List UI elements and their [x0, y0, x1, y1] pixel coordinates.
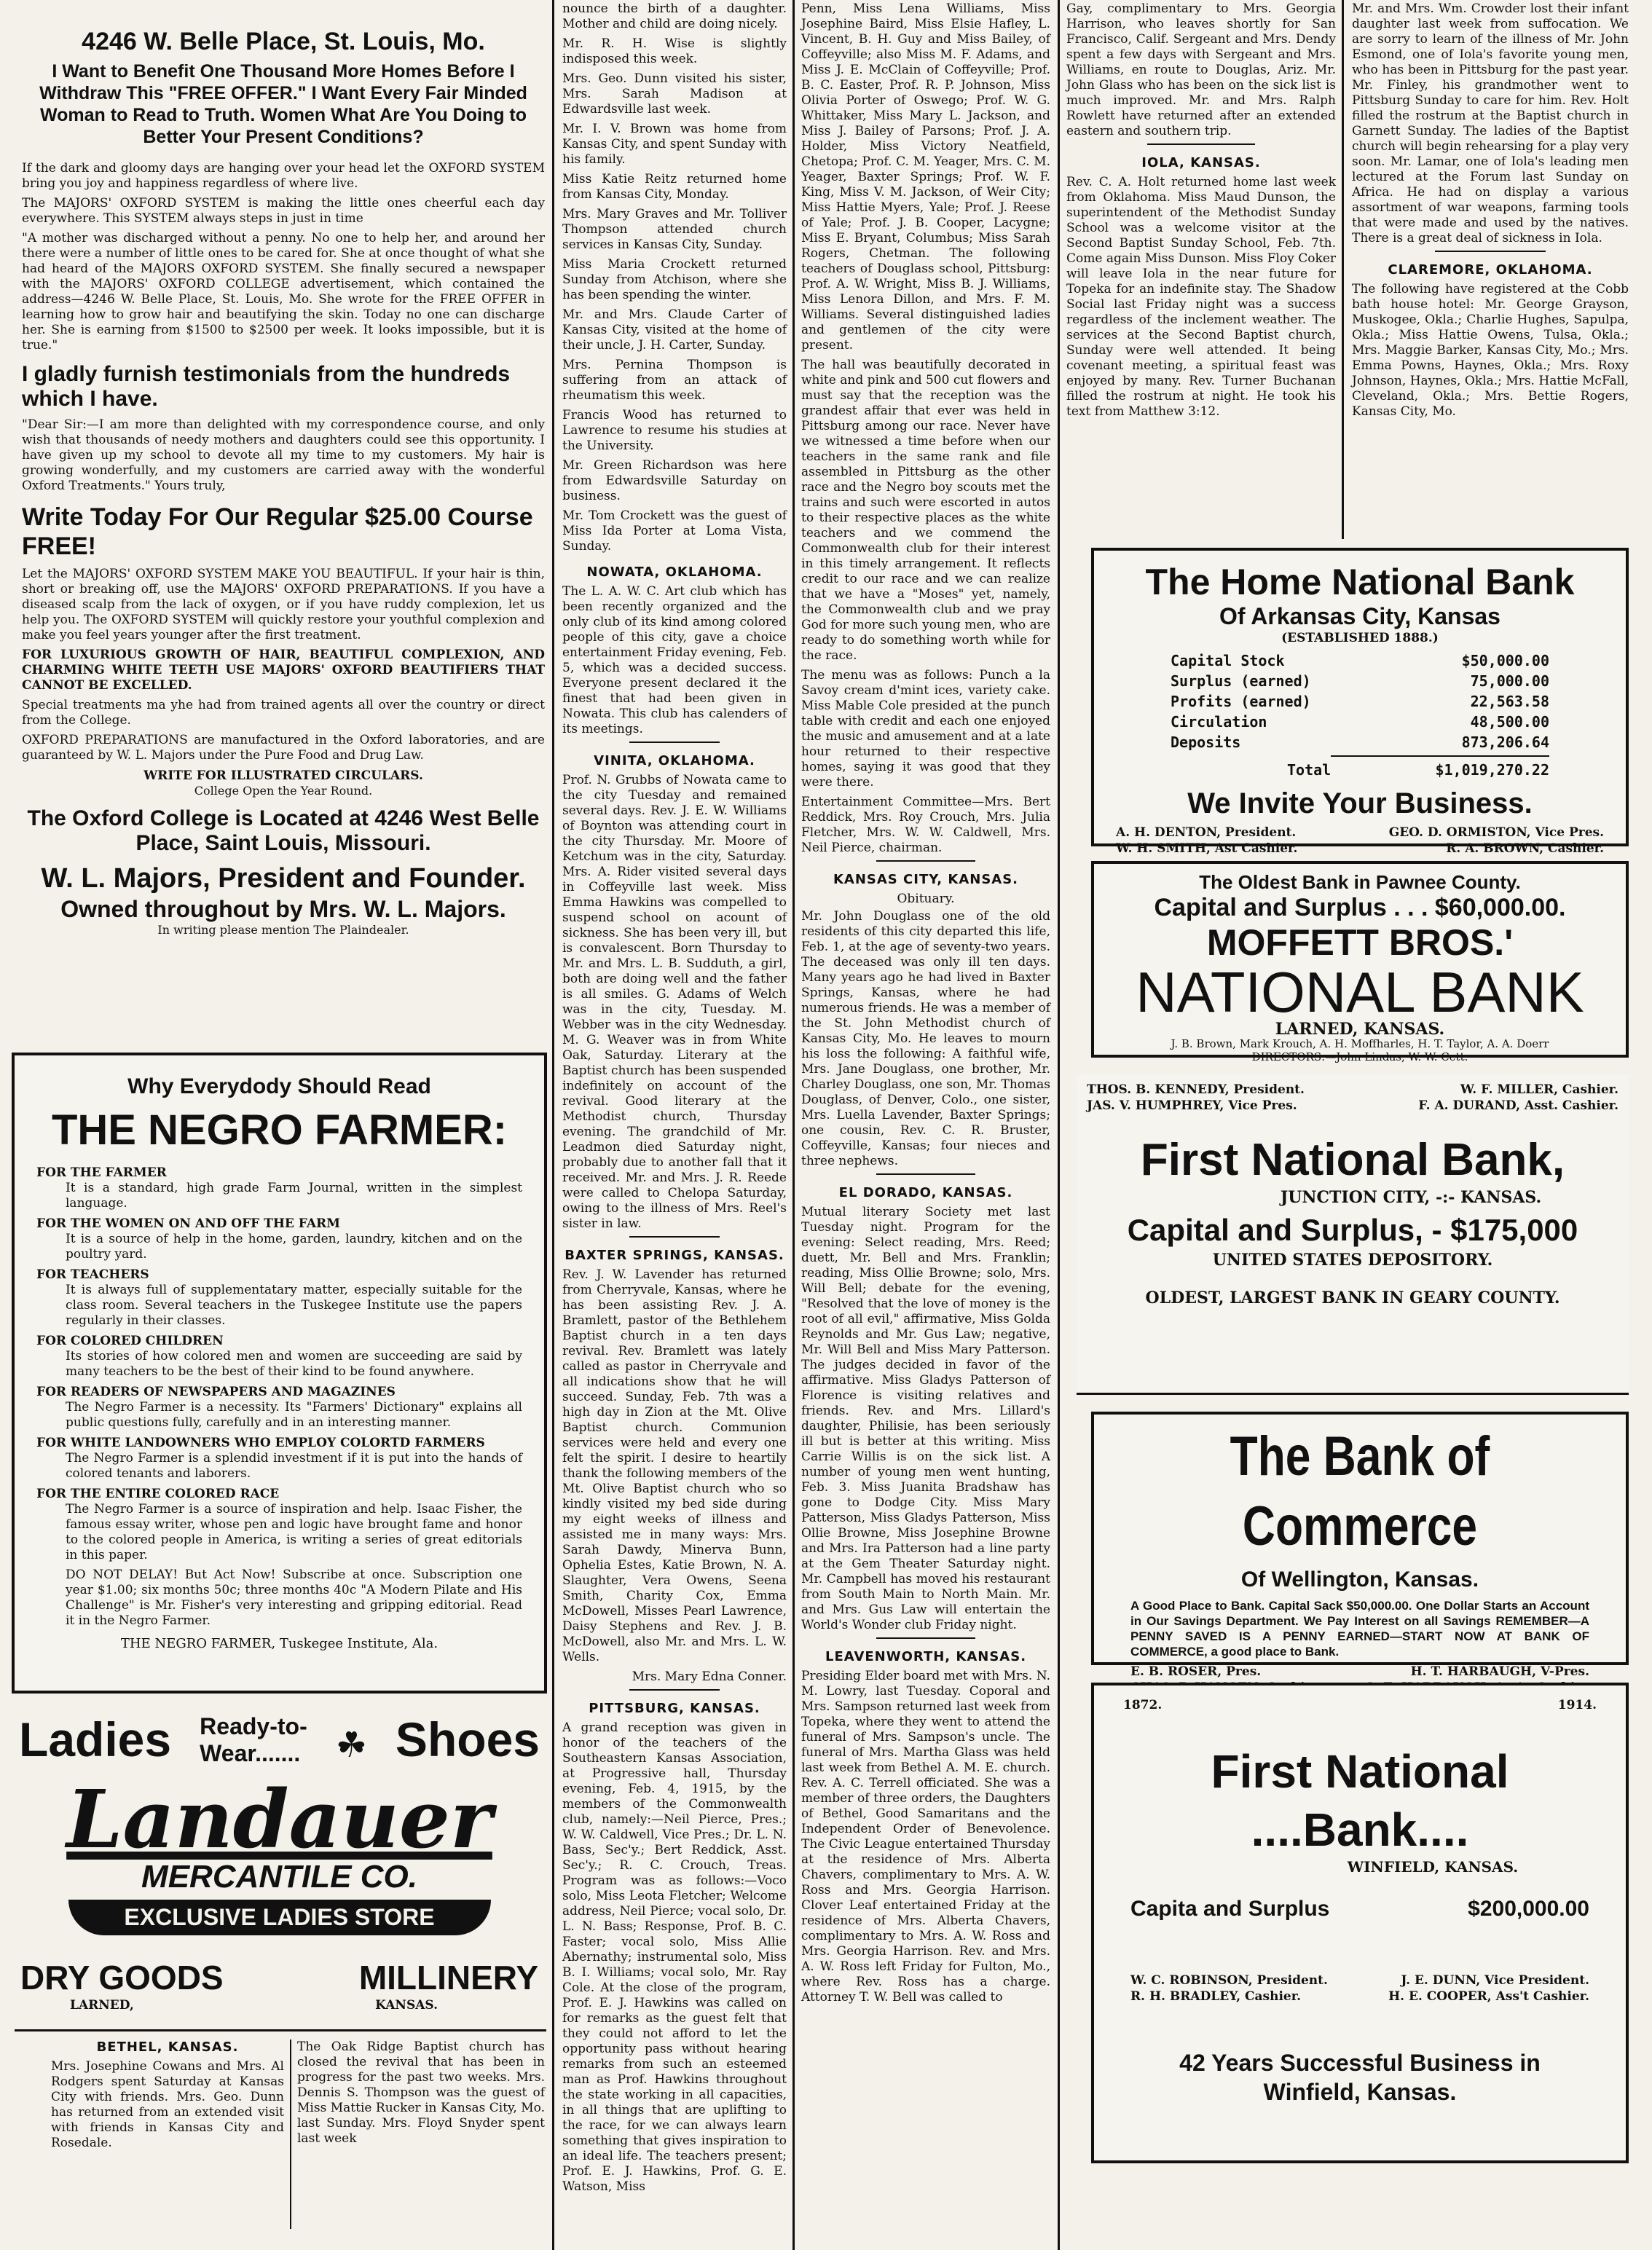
news-item: Mrs. Mary Graves and Mr. Tolliver Thompson attended church services in Kansas City, Sunday.	[562, 207, 787, 252]
officer: W. F. MILLER, Cashier.	[1460, 1082, 1618, 1097]
owned-line: Owned throughout by Mrs. W. L. Majors.	[60, 896, 506, 922]
news-item: The menu was as follows: Punch a la Savoy cream d'mint ices, variety cake. Miss Mable Cole presided at the punch table with credit and each one enjoyed the music and amusement and at a late hour returned to their respective homes, saying it was good that they were there.	[801, 668, 1050, 790]
junction-city: JUNCTION CITY, -:- KANSAS.	[1280, 1188, 1542, 1207]
news-item: Mr. and Mrs. Wm. Crowder lost their infant daughter last week from suffocation. We are sorry to learn of the illness of Mr. John Esmond, one of Iola's favorite young men, who has been in Pittsburg for the past year. Mr. Finley, his grandmother went to Pittsburg Sunday to care for him. Rev. Holt filled the rostrum at the Baptist church in Garnett Sunday. The ladies of the Baptist church will begin rehearsing for a play very soon. Mr. Lamar, one of Iola's leading men lectured at the Forum last Sunday on Africa. He had on display a various assortment of war weapons, farming tools that were made and used by the natives. There is a great deal of sickness in Iola.	[1352, 1, 1629, 245]
news-item: Mr. Green Richardson was here from Edwardsville Saturday on business.	[562, 458, 787, 503]
bank-figure-row	[1171, 671, 1549, 691]
farmer-item-heading: FOR READERS OF NEWSPAPERS AND MAGAZINES	[36, 1385, 396, 1399]
moffett-name: MOFFETT BROS.'	[1206, 922, 1514, 963]
junction-city-bank-ad	[1077, 1074, 1629, 1395]
column-rule	[1342, 0, 1344, 539]
bank-city: Of Arkansas City, Kansas	[1219, 603, 1500, 629]
bank-title: The Home National Bank	[1145, 562, 1575, 602]
officers-row	[1109, 1989, 1611, 2005]
farmer-item-heading: FOR WHITE LANDOWNERS WHO EMPLOY COLORTD FARMERS	[36, 1436, 485, 1450]
news-column-3	[801, 0, 1050, 2236]
divider	[1147, 143, 1255, 145]
bank-established: (ESTABLISHED 1888.)	[1281, 631, 1439, 645]
testimonial-heading: I gladly furnish testimonials from the hundreds which I have.	[22, 362, 511, 411]
news-item: Miss Maria Crockett returned Sunday from Atchison, where she has been spending the winter.	[562, 257, 787, 302]
section-heading: CLAREMORE, OKLAHOMA.	[1388, 262, 1593, 278]
officer: E. B. ROSER, Pres.	[1130, 1664, 1262, 1679]
clover-icon: ☘	[335, 1725, 367, 1766]
farmer-item-text: It is a source of help in the home, garden, laundry, kitchen and on the poultry yard.	[66, 1232, 522, 1262]
bethel-heading: BETHEL, KANSAS.	[96, 2039, 239, 2055]
officers-row	[1109, 825, 1611, 841]
moffett-larned: LARNED, KANSAS.	[1275, 1020, 1445, 1039]
figure-label: Profits (earned)	[1171, 693, 1311, 710]
figure-label: Deposits	[1171, 733, 1241, 751]
home-national-bank-ad	[1091, 548, 1629, 856]
news-item: Presiding Elder board met with Mrs. N. M. Lowry, last Tuesday. Coporal and Mrs. Sampson returned last week from Topeka, where they went to attend the funeral of Mrs. Sampson's uncle. The funeral of Mrs. Martha Glass was held last week from Bethel A. M. E. church. Rev. A. C. Terrell officiated. She was a member of three orders, the Daughters of Bethel, Good Samaritans and the Independent Order of Benevolence. The Civic League entertained Thursday at the residence of Mrs. Alberta Chavers, complimentary to Mrs. A. W. Ross and Mrs. Georgia Harrison. Clover Leaf entertained Friday at the residence of Mrs. Alberta Chavers, complimentary to Mrs. A. W. Ross and Mrs. Georgia Harrison. Rev. and Mrs. A. W. Ross left Friday for Fulton, Mo., where Rev. Ross has a charge. Attorney T. W. Bell was called to	[801, 1669, 1050, 2005]
paragraph: Let the MAJORS' OXFORD SYSTEM MAKE YOU BEAUTIFUL. If your hair is thin, short or breaking off, use the MAJORS' OXFORD PREPARATIONS. If you have a diseased scalp from the lack of oxygen, or if you have ruddy complexion, let us help you. The OXFORD SYSTEM will quickly restore your youthful complexion and make you feel years younger after the first treatment.	[22, 567, 545, 642]
column-rule	[290, 2039, 291, 2229]
farmer-item	[36, 1333, 522, 1380]
news-column-4	[1066, 0, 1336, 528]
officers-row	[1087, 1082, 1618, 1098]
news-item: Miss Katie Reitz returned home from Kansas City, Monday.	[562, 172, 787, 202]
farmer-item	[36, 1486, 522, 1563]
farmer-item	[36, 1216, 522, 1262]
ready-label: Ready-to-	[200, 1713, 307, 1739]
column-rule	[552, 0, 554, 2250]
news-item: The hall was beautifully decorated in white and pink and 500 cut flowers and must say that the reception was the grandest affair that ever was held in Pittsburg among our race. Never have we witnessed a time before when our teachers in the same rank and file assembled in Pittsburg as the other race and the Negro boy scouts met the trains and such were escorted in autos to their respective places as the white teachers and we commend the Commonwealth club for their interest in this timely arrangement. It reflects credit to our race and we can realize that we have a "Moses" yet, namely, the Commonwealth club and we pray God for more such young men, who are ready to do something worth while for the race.	[801, 358, 1050, 663]
bank-total-row	[1171, 760, 1549, 780]
section-heading: BAXTER SPRINGS, KANSAS.	[565, 1248, 784, 1263]
location-line: The Oxford College is Located at 4246 West Belle Place, Saint Louis, Missouri.	[27, 806, 540, 855]
commerce-text: A Good Place to Bank. Capital Sack $50,000.00. One Dollar Starts an Account in Our Savings Department. We Pay Interest on all Savings REMEMBER—A PENNY SAVED IS A PENNY EARNED—START NOW AT BANK OF COMMERCE, a good place to Bank.	[1130, 1599, 1589, 1659]
column-rule	[792, 0, 795, 2250]
course-heading: Write Today For Our Regular $25.00 Course FREE!	[22, 503, 533, 560]
news-item: Mr. and Mrs. Claude Carter of Kansas City, visited at the home of their uncle, J. H. Carter, Sunday.	[562, 307, 787, 353]
landauer-logo	[47, 1772, 513, 1951]
years-row	[1109, 1697, 1611, 1713]
headline: I Want to Benefit One Thousand More Homes Before I Withdraw This "FREE OFFER." I Want Every Fair Minded Woman to Read to Truth. Women What Are You Doing to Better Your Present Conditions?	[39, 61, 527, 147]
total-value: $1,019,270.22	[1435, 761, 1549, 779]
paragraph: "A mother was discharged without a penny. No one to help her, and around her there were a number of little ones to be cared for. She at once thought of what she had heard of the MAJORS OXFORD SYSTEM. She finally secured a newspaper with the MAJORS' OXFORD COLLEGE advertisement, which contained the address—4246 W. Belle Place, St. Louis, Mo. She wrote for the FREE OFFER in learning how to grow hair and beautifying the skin. Today no one can discharge her. She is earning from $1500 to $2500 per week. It looks impossible, but it is true."	[22, 231, 545, 353]
bank-figure-row	[1171, 650, 1549, 671]
section-heading: NOWATA, OKLAHOMA.	[586, 565, 763, 580]
farmer-item-text: The Negro Farmer is a source of inspiration and help. Isaac Fisher, the famous essay writer, whose pen and logic have brought fame and honor to the colored people in America, is writing a series of great editorials in this paper.	[66, 1502, 522, 1562]
paragraph: FOR LUXURIOUS GROWTH OF HAIR, BEAUTIFUL COMPLEXION, AND CHARMING WHITE TEETH USE MAJORS' OXFORD BEAUTIFIERS THAT CANNOT BE EXCELLED.	[22, 648, 545, 693]
bethel-news-right	[297, 2039, 545, 2236]
capital-label: Capita and Surplus	[1130, 1897, 1330, 1921]
winfield-capital-row	[1109, 1897, 1611, 1921]
millinery-label: MILLINERY	[358, 1959, 538, 1997]
farmer-item-heading: FOR COLORED CHILDREN	[36, 1334, 224, 1348]
news-item: Mrs. Geo. Dunn visited his sister, Mrs. Sarah Madison at Edwardsville last week.	[562, 71, 787, 117]
bethel-news-left	[51, 2039, 284, 2236]
figure-value: $50,000.00	[1461, 652, 1549, 669]
news-item: Francis Wood has returned to Lawrence to resume his studies at the University.	[562, 408, 787, 453]
news-item: nounce the birth of a daughter. Mother and child are doing nicely.	[562, 1, 787, 31]
winfield-city: WINFIELD, KANSAS.	[1347, 1858, 1519, 1876]
officers-row	[1109, 1664, 1611, 1680]
farmer-why: Why Everydody Should Read	[127, 1074, 431, 1098]
figure-label: Capital Stock	[1171, 652, 1285, 669]
figure-label: Circulation	[1171, 713, 1267, 731]
section-heading: EL DORADO, KANSAS.	[838, 1185, 1013, 1200]
founded-year: 1872.	[1123, 1698, 1163, 1712]
farmer-item-heading: FOR TEACHERS	[36, 1267, 149, 1282]
junction-title: First National Bank,	[1140, 1135, 1565, 1185]
officer: W. H. SMITH, Ast Cashier.	[1116, 841, 1298, 856]
divider	[629, 1236, 719, 1238]
junction-capital: Capital and Surplus, - $175,000	[1127, 1213, 1578, 1247]
news-item: Penn, Miss Lena Williams, Miss Josephine Baird, Miss Elsie Hafley, L. Vincent, B. H. Guy and Miss Bailey, of Coffeyville; also Miss M. F. Adams, and Miss J. E. McClain of Coffeyville; Prof. B. C. Easter, Prof. R. P. Johnson, Miss Olivia Porter of Oswego; Prof. W. G. Whittaker, Miss Mary L. Jackson, and Miss J. Bailey of Parsons; Prof. J. A. Holder, Miss Victory Neatfield, Chetopa; Prof. C. M. Yeager, Mrs. C. M. Yeager, Baxter Springs; Prof. W. F. King, Miss V. M. Jackson, of Weir City; Miss Hattie Myers, Yale; Prof. J. Reese of Yale; Prof. J. B. Cooper, Lacygne; Miss E. Bryant, Columbus; Miss Sarah Rogers, Chetman. The following teachers of Douglass school, Pittsburg: Prof. A. W. Wright, Miss B. J. Williams, Miss Lenora Dillon, and Mrs. F. M. Williams. Several distinguished ladies and gentlemen of the city were present.	[801, 1, 1050, 353]
farmer-item	[36, 1384, 522, 1431]
dry-goods-label: DRY GOODS	[20, 1959, 224, 1997]
bank-of-commerce-ad	[1091, 1412, 1629, 1679]
farmer-item-text: The Negro Farmer is a necessity. Its "Farmers' Dictionary" explains all public questions fully, carefully and in an interesting manner.	[66, 1400, 522, 1430]
officer: GEO. D. ORMISTON, Vice Pres.	[1388, 825, 1604, 840]
officers-row	[1109, 841, 1611, 857]
news-item: The L. A. W. C. Art club which has been recently organized and the only club of its kind among colored people of this city, gave a choice entertainment Friday evening, Feb. 5, which was a decided success. Everyone present declared it the finest that had been given in Nowata. This club has calenders of its meetings.	[562, 584, 787, 736]
moffett-directors: DIRECTORS:—John Lindas, W. W. Cett.	[1251, 1050, 1468, 1063]
horizontal-rule	[15, 2029, 546, 2031]
ladies-label: Ladies	[19, 1712, 172, 1766]
bethel-text: Mrs. Josephine Cowans and Mrs. Al Rodgers spent Saturday at Kansas City with friends. Mrs. Geo. Dunn has returned from an extended visit with friends in Kansas City and Rosedale.	[51, 2059, 284, 2150]
winfield-title: First National	[1211, 1745, 1509, 1798]
negro-farmer-ad	[12, 1053, 547, 1694]
news-item: Mr. R. H. Wise is slightly indisposed this week.	[562, 36, 787, 66]
news-item: The following have registered at the Cobb bath house hotel: Mr. George Grayson, Muskogee, Okla.; Charlie Hughes, Sapulpa, Okla.; Miss Hattie Owens, Tulsa, Okla.; Mrs. Maggie Barker, Kansas City, Mo.; Mrs. Emma Powns, Haynes, Okla.; Mrs. Roxy Johnson, Haynes, Okla.; Mrs. Hattie McFall, Cleveland, Okla.; Mrs. Bettie Rogers, Kansas City, Mo.	[1352, 282, 1629, 419]
divider	[629, 742, 719, 743]
divider	[1435, 251, 1546, 252]
farmer-item-text: It is always full of supplementatary matter, especially suitable for the class room. Several teachers in the Tuskegee Institute use the papers regularly in their classes.	[66, 1283, 522, 1328]
officer: H. E. COOPER, Ass't Cashier.	[1388, 1989, 1589, 2004]
farmer-item-text: It is a standard, high grade Farm Journal, written in the simplest language.	[66, 1181, 522, 1211]
oxford-advertisement	[22, 0, 545, 1049]
farmer-item	[36, 1435, 522, 1482]
winfield-bank: ....Bank....	[1251, 1803, 1469, 1856]
news-item: Rev. J. W. Lavender has returned from Cherryvale, Kansas, where he has been assisting Rev. J. A. Bramlett, pastor of the Bethlehem Baptist church in a ten days revival. Rev. Bramlett was lately called as pastor in Cherryvale and all indications show that he will succeed. Sunday, Feb. 7th was a high day in Zion at the Mt. Olive Baptist church. Communion services were held and every one felt the spirit. I desire to heartily thank the following members of the Mt. Olive Baptist church who so kindly visited my bed side during my eight weeks of illness and assisted me in many ways: Mrs. Sarah Dawdy, Minerva Bunn, Ophelia Estes, Katie Brown, N. A. Slaughter, Vera Owens, Seena Smith, Charity Cox, Emma McDowell, Misses Pearl Lawrence, Daisy Stephens and Rev. J. B. McDowell, also Mr. and Mrs. L. W. Wells.	[562, 1267, 787, 1664]
wear-label: Wear.......	[200, 1740, 301, 1766]
section-heading: LEAVENWORTH, KANSAS.	[825, 1649, 1027, 1664]
news-item: Rev. C. A. Holt returned home last week from Oklahoma. Miss Maud Dunson, the superintendent of the Methodist Sunday School was a welcome visitor at the Second Baptist Sunday School, Feb. 7th. Come again Miss Dunson. Miss Floy Coker will leave Iola in the near future for Topeka for an indefinite stay. The Shadow Social last Friday night was a success regardless of the inclement weather. The services at the Second Baptist church, Sunday were well attended. It being covenant meeting, a spiritual feast was enjoyed by many. Rev. Turner Buchanan filled the rostrum at night. He took his text from Matthew 3:12.	[1066, 175, 1336, 419]
news-column-2	[562, 0, 787, 2236]
news-item: Mr. John Douglass one of the old residents of this city departed this life, Feb. 1, at the age of seventy-two years. The deceased was only ill ten days. Many years ago he had lived in Baxter Springs, Kansas, where he had numerous friends. He was a member of the St. John Methodist church of Kansas City, Mo. He leaves to mourn his loss the following: A faithful wife, Mrs. Jane Douglass, one brother, Mr. Charley Douglass, one son, Mr. Thomas Douglass, of Denver, Colo., one sister, Mrs. Luella Lavender, Baxter Springs; one cousin, Rev. C. R. Bruster, Coffeyville, Kansas; four nieces and three nephews.	[801, 909, 1050, 1168]
section-heading: PITTSBURG, KANSAS.	[589, 1701, 760, 1716]
header-address: 4246 W. Belle Place, St. Louis, Mo.	[82, 28, 485, 55]
section-heading: VINITA, OKLAHOMA.	[594, 753, 755, 768]
signature: Mrs. Mary Edna Conner.	[632, 1669, 787, 1684]
figure-value: 75,000.00	[1470, 672, 1549, 690]
farmer-item	[36, 1165, 522, 1211]
farmer-footer: THE NEGRO FARMER, Tuskegee Institute, Ala.	[120, 1636, 438, 1651]
farmer-item-text: Its stories of how colored men and women are succeeding are said by many teachers to be the best of their kind to be found anywhere.	[66, 1349, 522, 1379]
officer: J. E. DUNN, Vice President.	[1401, 1973, 1589, 1988]
divider	[876, 1637, 976, 1639]
landauer-ad	[12, 1704, 547, 2025]
bethel-text: The Oak Ridge Baptist church has closed the revival that has been in progress for the past two weeks. Mrs. Dennis S. Thompson was the guest of Miss Mattie Rucker in Kansas City, Mo. last Sunday. Mrs. Floyd Snyder spent last week	[297, 2039, 545, 2146]
news-column-5	[1352, 0, 1629, 528]
figure-value: 48,500.00	[1470, 713, 1549, 731]
landauer-name: Landauer	[66, 1772, 492, 1866]
bank-figure-row	[1171, 712, 1549, 732]
junction-depository: UNITED STATES DEPOSITORY.	[1212, 1251, 1493, 1270]
moffett-oldest: The Oldest Bank in Pawnee County.	[1199, 871, 1521, 893]
moffett-bank-ad	[1091, 861, 1629, 1063]
invite-line: We Invite Your Business.	[1187, 787, 1533, 819]
bank-figure-row	[1171, 732, 1549, 752]
news-item: Mr. I. V. Brown was home from Kansas City, and spent Sunday with his family.	[562, 122, 787, 167]
mercantile-label: MERCANTILE CO.	[141, 1859, 417, 1895]
moffett-national: NATIONAL BANK	[1136, 960, 1584, 1024]
news-item: Entertainment Committee—Mrs. Bert Reddick, Mrs. Roy Crouch, Mrs. Julia Fletcher, Mrs. W. W. Caldwell, Mrs. Neil Pierce, chairman.	[801, 795, 1050, 855]
officer: F. A. DURAND, Asst. Cashier.	[1418, 1098, 1618, 1113]
news-item: A grand reception was given in honor of the teachers of the Southeastern Kansas Association, at Progressive hall, Thursday evening, Feb. 4, 1915, by the members of the Commonwealth club, namely:—Neil Pierce, Pres.; W. W. Caldwell, Vice Pres.; Dr. L. N. Bass, Sec'y.; Bert Reddick, Asst. Sec'y.; R. C. Crouch, Treas. Program was as follows:—Voco solo, Miss Leota Fletcher; Welcome address, Neil Pierce; vocal solo, Dr. L. N. Bass; Response, Prof. B. C. Faster; vocal solo, Miss Allie Abernathy; instrumental solo, Miss B. I. Williams; vocal solo, Mr. Ray Cole. At the close of the program, Prof. E. J. Hawkins was called on for remarks as the guest felt that they could not afford to let the opportunity pass without hearing remarks from such an esteemed man as Prof. Hawkins throughout the state working in all capacities, in all things that are uplifting to the race, for we can always learn something that gives inspiration to an ideal life. The teachers present; Prof. E. J. Hawkins, Prof. G. E. Watson, Miss	[562, 1720, 787, 2194]
farmer-item-heading: FOR THE FARMER	[36, 1165, 167, 1180]
commerce-title: The Bank of Commerce	[1230, 1425, 1490, 1557]
paragraph: OXFORD PREPARATIONS are manufactured in the Oxford laboratories, and are guaranteed by W. L. Majors under the Pure Food and Drug Law.	[22, 733, 545, 763]
officer: R. A. BROWN, Cashier.	[1446, 841, 1604, 856]
officer: A. H. DENTON, President.	[1116, 825, 1297, 840]
farmer-item	[36, 1267, 522, 1329]
winfield-years: 42 Years Successful Business in Winfield, Kansas.	[1179, 2050, 1541, 2105]
farmer-subscribe: DO NOT DELAY! But Act Now! Subscribe at once. Subscription one year $1.00; six months 50c; three months 40c "A Modern Pilate and His Challenge" is Mr. Fisher's very interesting and gripping editorial. Read it in the Negro Farmer.	[66, 1567, 522, 1628]
paragraph: The MAJORS' OXFORD SYSTEM is making the little ones cheerful each day everywhere. This SYSTEM always steps in just in time	[22, 196, 545, 226]
divider	[876, 1173, 976, 1175]
officer: H. T. HARBAUGH, V-Pres.	[1410, 1664, 1589, 1679]
junction-oldest: OLDEST, LARGEST BANK IN GEARY COUNTY.	[1145, 1289, 1560, 1307]
landauer-top-row	[12, 1704, 547, 1767]
officer: W. C. ROBINSON, President.	[1130, 1973, 1328, 1988]
bank-figure-row	[1171, 691, 1549, 712]
section-heading: KANSAS CITY, KANSAS.	[833, 872, 1019, 887]
exclusive-banner: EXCLUSIVE LADIES STORE	[68, 1900, 491, 1935]
news-item: Prof. N. Grubbs of Nowata came to the city Tuesday and remained several days. Rev. J. E. W. Williams of Boynton was attending court in the city Thursday. Mr. Moore of Ketchum was in the city, Saturday. Mrs. A. Rider visited several days in Coffeyville last week. Miss Emma Hawkins was compelled to suspend school on acount of sickness. She has been very ill, but is convalescent. Born Thursday to Mr. and Mrs. L. B. Sudduth, a girl, both are doing well and the father is all smiles. G. Adams of Welch was in the city, Tuesday. M. Webber was in the city Wednesday. M. G. Weaver was in from White Oak, Saturday. Literary at the Baptist church has been suspended indefinitely on account of the revival. Good literary at the Methodist church, Thursday evening. The grandchild of Mr. Leadmon died Saturday night, probably due to another fall that it received. Mr. and Mrs. J. R. Reede were called to Chelopa Saturday, owing to the illness of Mrs. Reel's sister in law.	[562, 773, 787, 1231]
farmer-items	[36, 1165, 522, 1563]
section-heading: IOLA, KANSAS.	[1141, 155, 1261, 170]
divider	[629, 1689, 719, 1691]
total-rule	[1331, 755, 1549, 757]
shoes-label: Shoes	[395, 1712, 540, 1766]
paragraph: "Dear Sir:—I am more than delighted with my correspondence course, and only wish that thousands of needy mothers and daughters could see this opportunity. I have given up my school to devote all my time to my customers. My hair is growing wonderfully, and my customers are carried away with the wonderful Oxford Treatments." Yours truly,	[22, 417, 545, 493]
figure-value: 873,206.64	[1461, 733, 1549, 751]
news-item: Mutual literary Society met last Tuesday night. Program for the evening: Select reading, Mrs. Reed; duett, Mr. Bell and Mrs. Franklin; reading, Miss Ollie Browne; solo, Mrs. Will Bell; debate for the evening, "Resolved that the love of money is the root of all evil," affirmative, Miss Golda Reynolds and Mr. Gus Law; negative, Mr. Will Bell and Miss Mary Patterson. The judges decided in favor of the affirmative. Miss Gladys Patterson of Florence is visiting relatives and friends. Rev. and Mrs. Lillard's daughter, Philisie, has been seriously ill but is better at this writing. Miss Carrie Willis is on the sick list. A number of young men went hunting, Feb. 3. Miss Juanita Bradshaw has gone to Dodge City. Miss Mary Patterson, Miss Gladys Patterson, Miss Ollie Browne, Miss Josephine Browne and Mrs. Ira Patterson had a line party at the Gem Theater Saturday night. Mr. Campbell has moved his restaurant from South Main to North Main. Mr. and Mrs. Gus Law will entertain the World's Wonder club Friday night.	[801, 1205, 1050, 1632]
officer: R. H. BRADLEY, Cashier.	[1130, 1989, 1302, 2004]
news-item: Mrs. Pernina Thompson is suffering from an attack of rheumatism this week.	[562, 358, 787, 403]
officer: JAS. V. HUMPHREY, Vice Pres.	[1087, 1098, 1297, 1113]
officers-row	[1109, 1972, 1611, 1989]
larned-label: LARNED,	[70, 1998, 134, 2013]
circulars-line: WRITE FOR ILLUSTRATED CIRCULARS.	[143, 768, 423, 783]
farmer-item-heading: FOR THE WOMEN ON AND OFF THE FARM	[36, 1216, 340, 1231]
section-subheading: Obituary.	[897, 892, 955, 906]
current-year: 1914.	[1557, 1698, 1597, 1712]
figure-value: 22,563.58	[1470, 693, 1549, 710]
figure-label: Surplus (earned)	[1171, 672, 1311, 690]
total-label: Total	[1287, 761, 1332, 779]
kansas-label: KANSAS.	[375, 1998, 438, 2013]
news-item: Gay, complimentary to Mrs. Georgia Harrison, who leaves shortly for San Francisco, Calif. Sergeant and Mrs. Dendy spent a few days with Sergeant and Mrs. Williams, en route to Douglas, Ariz. Mr. John Glass who has been on the sick list is much improved. Mr. and Mrs. Ralph Rowlett have returned after an extended eastern and southern trip.	[1066, 1, 1336, 138]
moffett-capital: Capital and Surplus . . . $60,000.00.	[1154, 894, 1566, 921]
bank-figures	[1171, 650, 1549, 780]
commerce-city: Of Wellington, Kansas.	[1240, 1567, 1479, 1592]
landauer-location-row	[12, 1997, 547, 2013]
moffett-people: J. B. Brown, Mark Krouch, A. H. Moffharles, H. T. Taylor, A. A. Doerr	[1171, 1037, 1549, 1050]
winfield-bank-ad	[1091, 1683, 1629, 2163]
farmer-title: THE NEGRO FARMER:	[51, 1106, 508, 1154]
news-item: Mr. Tom Crockett was the guest of Miss Ida Porter at Loma Vista, Sunday.	[562, 508, 787, 554]
farmer-item-heading: FOR THE ENTIRE COLORED RACE	[36, 1487, 280, 1501]
paragraph: If the dark and gloomy days are hanging over your head let the OXFORD SYSTEM bring you joy and happiness regardless of where live.	[22, 161, 545, 191]
column-rule	[1058, 0, 1060, 2250]
farmer-item-text: The Negro Farmer is a splendid investment if it is put into the hands of colored tenants and laborers.	[66, 1451, 522, 1481]
paragraph: Special treatments ma yhe had from trained agents all over the country or direct from the College.	[22, 698, 545, 728]
officer: THOS. B. KENNEDY, President.	[1087, 1082, 1305, 1097]
college-open: College Open the Year Round.	[194, 784, 373, 798]
capital-value: $200,000.00	[1468, 1897, 1589, 1921]
divider	[876, 860, 976, 862]
landauer-bottom-row	[12, 1951, 547, 1997]
president-line: W. L. Majors, President and Founder.	[41, 863, 526, 894]
mention-line: In writing please mention The Plaindealer.	[157, 923, 409, 937]
ready-to-wear	[200, 1713, 307, 1767]
officers-row	[1087, 1098, 1618, 1114]
